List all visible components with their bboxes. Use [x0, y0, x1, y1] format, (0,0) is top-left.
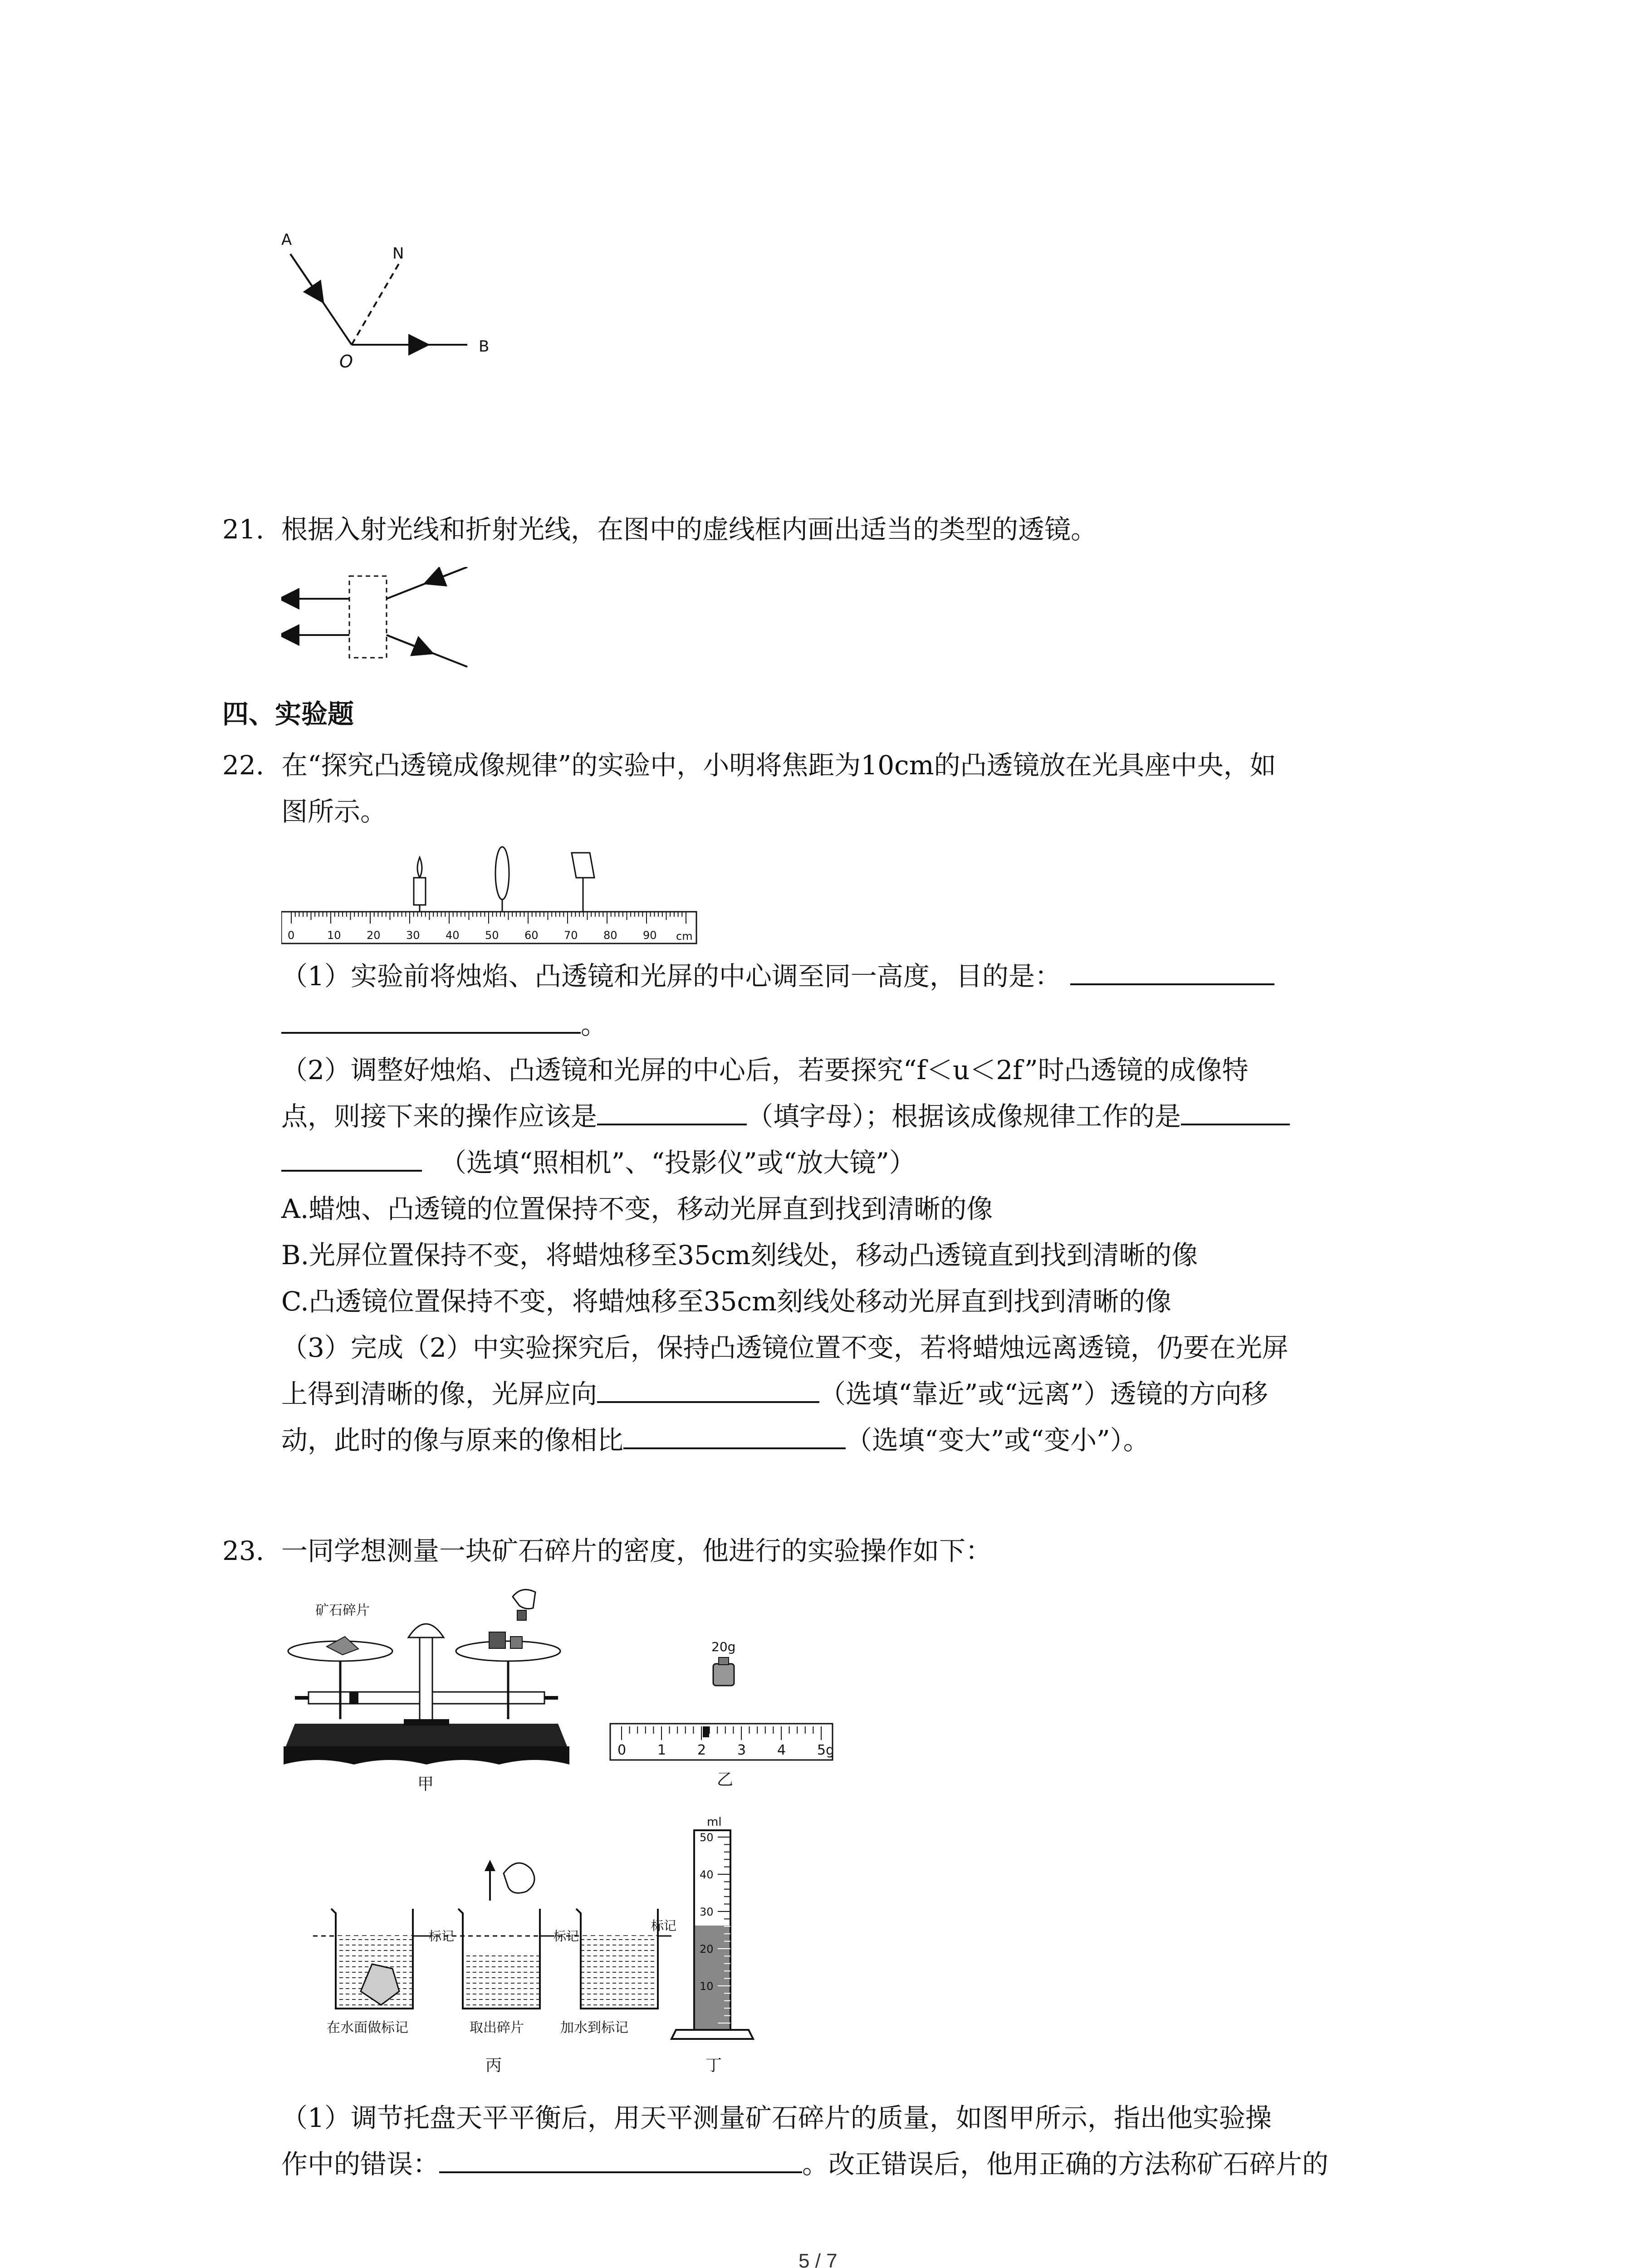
stone-label: 矿石碎片	[315, 1603, 370, 1618]
rider-scale	[610, 1724, 833, 1760]
q22-p1-blank-a[interactable]	[1070, 978, 1274, 985]
q22-number: 22.	[222, 750, 265, 781]
q23-number: 23.	[222, 1535, 265, 1566]
beakers-figure	[313, 1855, 685, 2082]
scale-tick-label: 3	[737, 1742, 746, 1758]
beaker-2	[458, 1860, 540, 2009]
q21-number: 21.	[222, 514, 265, 545]
cylinder-tick-label: 40	[700, 1868, 714, 1881]
q23-p1-blank-error[interactable]	[439, 2166, 802, 2173]
q22-line1: 在“探究凸透镜成像规律”的实验中，小明将焦距为10cm的凸透镜放在光具座中央，如	[281, 750, 1276, 781]
ruler-tick-label: 80	[603, 929, 617, 942]
ruler-tick-label: 90	[643, 929, 657, 942]
label-b: B	[479, 337, 490, 356]
weight-and-scale-figure	[608, 1637, 835, 1792]
q22-p2-blank-device-b[interactable]	[281, 1164, 422, 1172]
label-a: A	[281, 231, 292, 249]
cylinder-tick-label: 50	[700, 1831, 714, 1844]
cylinder-tick-label: 20	[700, 1943, 714, 1955]
q22-p1: （1）实验前将烛焰、凸透镜和光屏的中心调至同一高度，目的是：	[281, 963, 1274, 989]
q22-p2-line2: 点，则接下来的操作应该是 （填字母）；根据该成像规律工作的是	[281, 1103, 1290, 1129]
ruler-tick-label: 30	[406, 929, 420, 942]
ruler-tick-label: 10	[327, 929, 341, 942]
label-o: O	[339, 352, 353, 371]
ruler-tick-label: 40	[446, 929, 460, 942]
beaker-1	[331, 1909, 413, 2009]
beaker-3	[576, 1909, 658, 2009]
weight-20g	[713, 1664, 734, 1686]
mark-2: 标记	[554, 1929, 579, 1944]
q22-p3-line1: （3）完成（2）中实验探究后，保持凸透镜位置不变，若将蜡烛远离透镜，仍要在光屏	[281, 1332, 1288, 1363]
q22-p2-line1: （2）调整好烛焰、凸透镜和光屏的中心后，若要探究“f＜u＜2f”时凸透镜的成像特	[281, 1055, 1249, 1085]
q23-p1-line2: 作中的错误： 。改正错误后，他用正确的方法称矿石碎片的	[281, 2149, 1329, 2180]
optical-bench	[281, 844, 708, 953]
caption-bing: 丙	[485, 2056, 502, 2075]
q22-option-b: B.光屏位置保持不变，将蜡烛移至35cm刻线处，移动凸透镜直到找到清晰的像	[281, 1240, 1198, 1271]
caption-yi: 乙	[717, 1770, 734, 1789]
q23-text: 一同学想测量一块矿石碎片的密度，他进行的实验操作如下：	[281, 1535, 992, 1566]
scale-tick-label: 5g	[817, 1742, 835, 1758]
page-number: 5 / 7	[798, 2250, 838, 2268]
ruler-tick-label: 70	[564, 929, 578, 942]
scale-tick-label: 0	[617, 1742, 627, 1758]
beaker3-caption: 加水到标记	[560, 2020, 628, 2036]
caption-jia: 甲	[417, 1775, 434, 1794]
q22-p3-blank-size[interactable]	[623, 1442, 846, 1449]
scale-tick-label: 4	[777, 1742, 786, 1758]
q23-p1-line1: （1）调节托盘天平平衡后，用天平测量矿石碎片的质量，如图甲所示，指出他实验操	[281, 2102, 1272, 2133]
q22-p3-line3: 动，此时的像与原来的像相比 （选填“变大”或“变小”）。	[281, 1425, 1150, 1456]
mark-1: 标记	[429, 1929, 455, 1944]
weight-label: 20g	[711, 1639, 736, 1654]
ruler-tick-label: 50	[485, 929, 499, 942]
light-screen	[572, 853, 594, 912]
q22-p2-line3: （选填“照相机”、“投影仪”或“放大镜”）	[281, 1149, 916, 1176]
caption-ding: 丁	[705, 2056, 722, 2075]
candle	[414, 857, 426, 912]
cylinder-unit: ml	[707, 1815, 722, 1829]
beaker1-caption: 在水面做标记	[327, 2020, 408, 2036]
label-n: N	[392, 244, 404, 263]
q22-p1-blank-b[interactable]	[281, 1026, 581, 1034]
scale-tick-label: 2	[697, 1742, 706, 1758]
scale-tick-label: 1	[657, 1742, 666, 1758]
q22-p2-blank-letter[interactable]	[597, 1118, 747, 1125]
cylinder-tick-label: 30	[700, 1906, 714, 1918]
ruler-tick-label: 20	[367, 929, 381, 942]
lens-dashed-box	[349, 576, 387, 658]
cylinder-tick-label: 10	[700, 1980, 714, 1993]
lens-box-diagram	[281, 567, 481, 671]
ruler-unit: cm	[676, 930, 693, 943]
reflection-diagram	[263, 218, 517, 381]
ruler-tick-label: 60	[524, 929, 539, 942]
q22-p3-blank-direction[interactable]	[597, 1396, 819, 1403]
q22-p3-line2: 上得到清晰的像，光屏应向 （选填“靠近”或“远离”）透镜的方向移	[281, 1378, 1268, 1409]
q22-p2-blank-device-a[interactable]	[1181, 1118, 1290, 1125]
q21-text: 根据入射光线和折射光线，在图中的虚线框内画出适当的类型的透镜。	[281, 514, 1097, 545]
convex-lens	[495, 847, 509, 912]
q22-option-a: A.蜡烛、凸透镜的位置保持不变，移动光屏直到找到清晰的像	[281, 1193, 993, 1224]
balance-figure	[281, 1583, 572, 1796]
q22-option-c: C.凸透镜位置保持不变，将蜡烛移至35cm刻线处移动光屏直到找到清晰的像	[281, 1286, 1172, 1317]
measuring-cylinder-figure	[658, 1810, 776, 2082]
beaker2-caption: 取出碎片	[470, 2020, 524, 2036]
q22-p1-line2: 。	[281, 1012, 607, 1038]
mark-3: 标记	[651, 1918, 677, 1933]
normal-line	[352, 263, 399, 345]
section-title: 四、实验题	[222, 699, 354, 729]
rider	[703, 1726, 709, 1737]
ruler-tick-label: 0	[288, 929, 295, 942]
q22-line2: 图所示。	[281, 796, 387, 827]
